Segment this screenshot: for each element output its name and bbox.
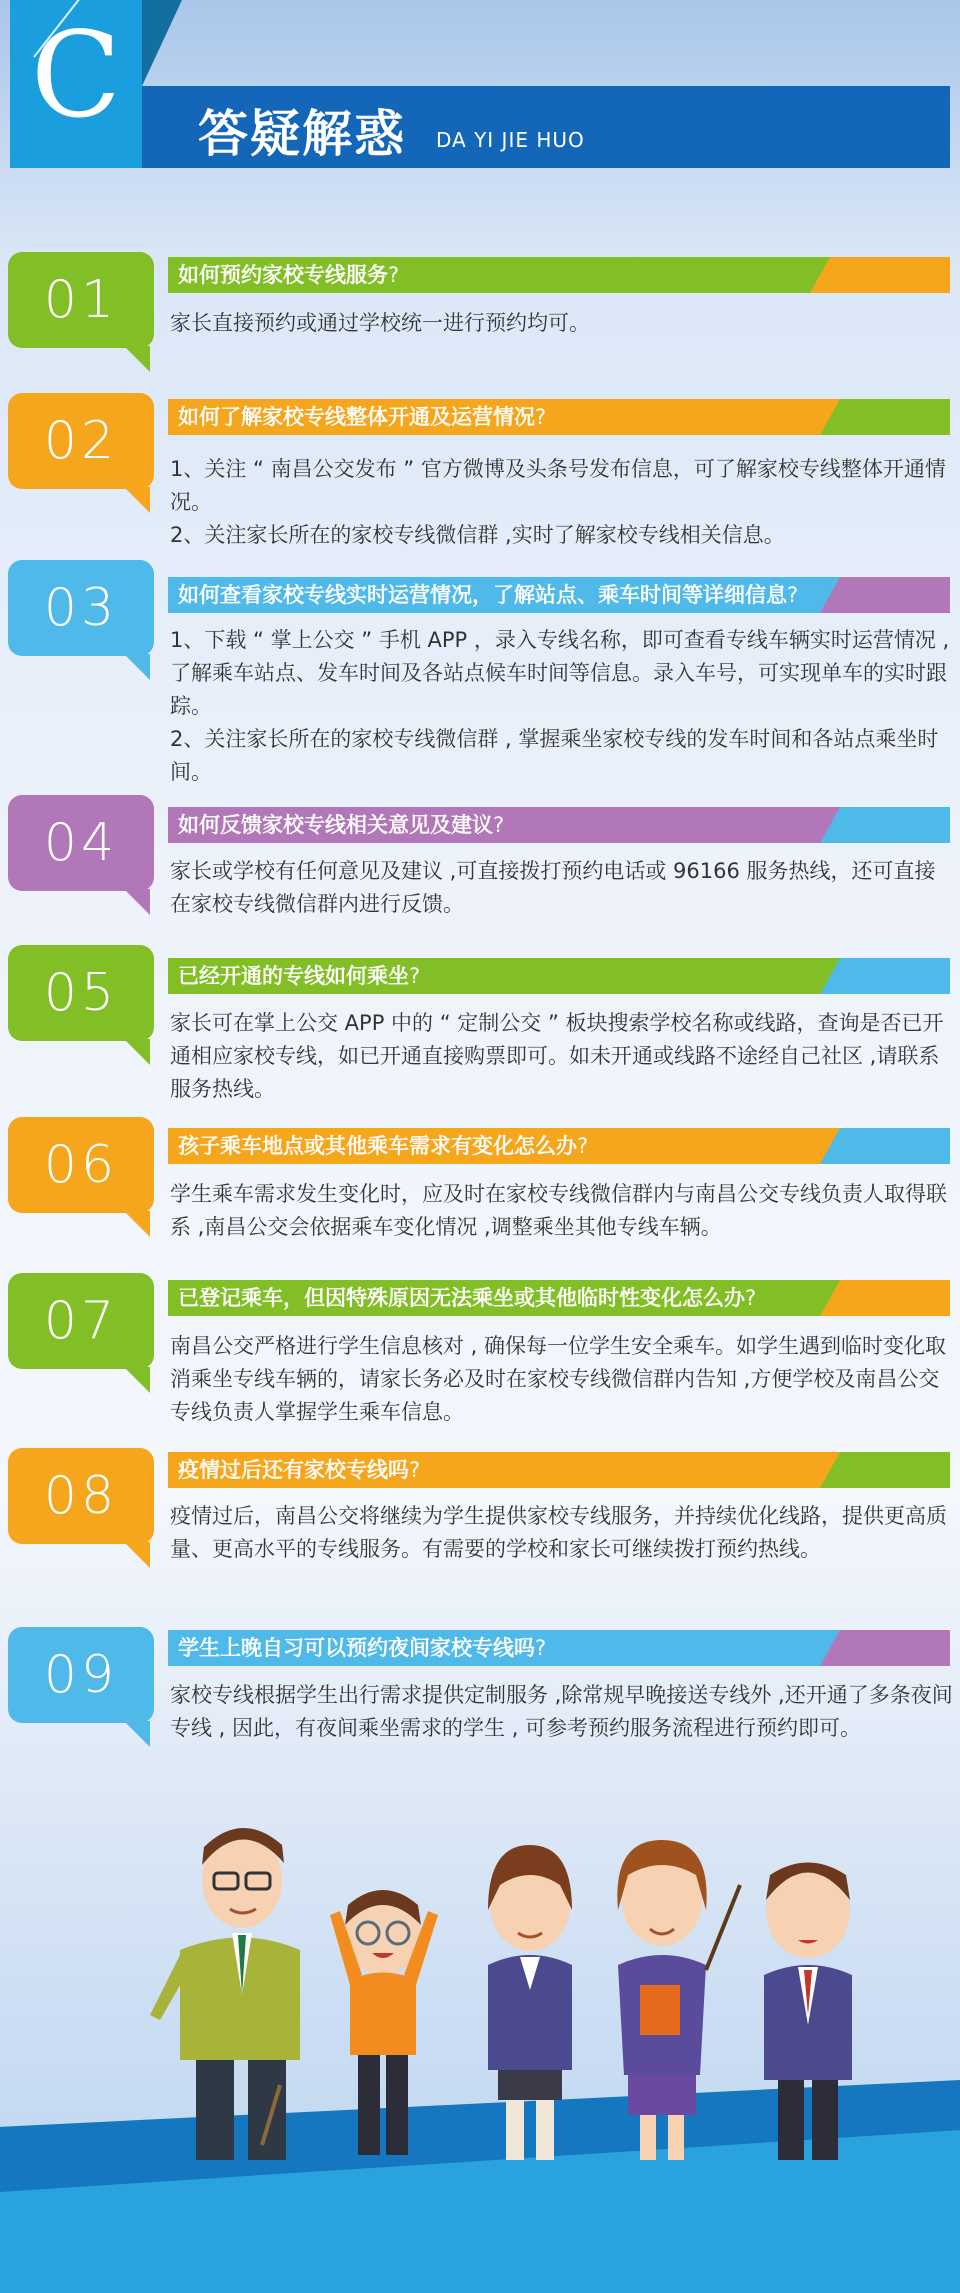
faq-question: 学生上晚自习可以预约夜间家校专线吗 [178,1636,535,1660]
faq-question: 已经开通的专线如何乘坐 [178,964,409,988]
faq-answer: 南昌公交严格进行学生信息核对 , 确保每一位学生安全乘车。如学生遇到临时变化取消乘坐专线车辆的，请家长务必及时在家校专线微信群内告知 ,方便学校及南昌公交专线负责人掌握学生乘车信息。 [170,1334,947,1424]
faq-question: 如何反馈家校专线相关意见及建议 [178,813,493,837]
faq-number-badge: 02 [8,393,154,489]
faq-question: 如何查看家校专线实时运营情况，了解站点、乘车时间等详细信息 [178,583,787,607]
faq-question-bar: 疫情过后还有家校专线吗? [168,1452,950,1488]
faq-question: 孩子乘车地点或其他乘车需求有变化怎么办 [178,1134,577,1158]
faq-question-bar: 如何了解家校专线整体开通及运营情况? [168,399,950,435]
faq-number-badge: 08 [8,1448,154,1544]
faq-answer: 家长可在掌上公交 APP 中的 “ 定制公交 ” 板块搜索学校名称或线路，查询是否已开通相应家校专线，如已开通直接购票即可。如未开通或线路不途经自己社区 ,请联系服务热线。 [170,1011,944,1101]
faq-number-badge: 07 [8,1273,154,1369]
faq-answer: 学生乘车需求发生变化时，应及时在家校专线微信群内与南昌公交专线负责人取得联系 ,南昌公交会依据乘车变化情况 ,调整乘坐其他专线车辆。 [170,1182,947,1239]
faq-answer: 1、关注 “ 南昌公交发布 ” 官方微博及头条号发布信息，可了解家校专线整体开通情况。 2、关注家长所在的家校专线微信群 ,实时了解家校专线相关信息。 [170,457,946,547]
girl-figure [488,1845,572,2160]
teacher-man-figure [150,1828,300,2160]
page-title: 答疑解惑 [198,105,406,163]
characters-illustration [0,1815,960,2185]
faq-question-bar: 学生上晚自习可以预约夜间家校专线吗? [168,1630,950,1666]
faq-question-bar: 如何查看家校专线实时运营情况，了解站点、乘车时间等详细信息? [168,577,950,613]
student-boy-figure [764,1862,852,2160]
faq-answer: 疫情过后，南昌公交将继续为学生提供家校专线服务，并持续优化线路，提供更高质量、更高水平的专线服务。有需要的学校和家长可继续拨打预约热线。 [170,1504,947,1561]
header-notch [142,0,182,86]
faq-question-bar: 如何反馈家校专线相关意见及建议? [168,807,950,843]
faq-number-badge: 05 [8,945,154,1041]
faq-number-badge: 06 [8,1117,154,1213]
faq-question: 疫情过后还有家校专线吗 [178,1458,409,1482]
header-letter: C [30,6,122,144]
faq-answer: 家校专线根据学生出行需求提供定制服务 ,除常规早晚接送专线外 ,还开通了多条夜间专线 , 因此，有夜间乘坐需求的学生 , 可参考预约服务流程进行预约即可。 [170,1683,953,1740]
faq-question-bar: 孩子乘车地点或其他乘车需求有变化怎么办? [168,1128,950,1164]
faq-question: 如何了解家校专线整体开通及运营情况 [178,405,535,429]
faq-number-badge: 01 [8,252,154,348]
faq-answer: 家长直接预约或通过学校统一进行预约均可。 [170,311,590,335]
boy-figure [330,1890,438,2155]
faq-question: 已登记乘车，但因特殊原因无法乘坐或其他临时性变化怎么办 [178,1286,745,1310]
faq-question-bar: 已登记乘车，但因特殊原因无法乘坐或其他临时性变化怎么办? [168,1280,950,1316]
faq-number-badge: 03 [8,560,154,656]
faq-question: 如何预约家校专线服务 [178,263,388,287]
faq-question-bar: 如何预约家校专线服务? [168,257,950,293]
page-subtitle: DA YI JIE HUO [436,128,585,152]
faq-answer: 家长或学校有任何意见及建议 ,可直接拨打预约电话或 96166 服务热线，还可直接在家校专线微信群内进行反馈。 [170,859,936,916]
faq-question-bar: 已经开通的专线如何乘坐? [168,958,950,994]
teacher-woman-figure [617,1840,740,2160]
faq-answer: 1、下载 “ 掌上公交 ” 手机 APP ，录入专线名称，即可查看专线车辆实时运营情况 , 了解乘车站点、发车时间及各站点候车时间等信息。录入车号，可实现单车的实时跟踪。 2、关注家长所在的家校专线微信群 , 掌握乘坐家校专线的发车时间和各站点乘坐时间。 [170,628,950,784]
faq-number-badge: 09 [8,1627,154,1723]
faq-number-badge: 04 [8,795,154,891]
